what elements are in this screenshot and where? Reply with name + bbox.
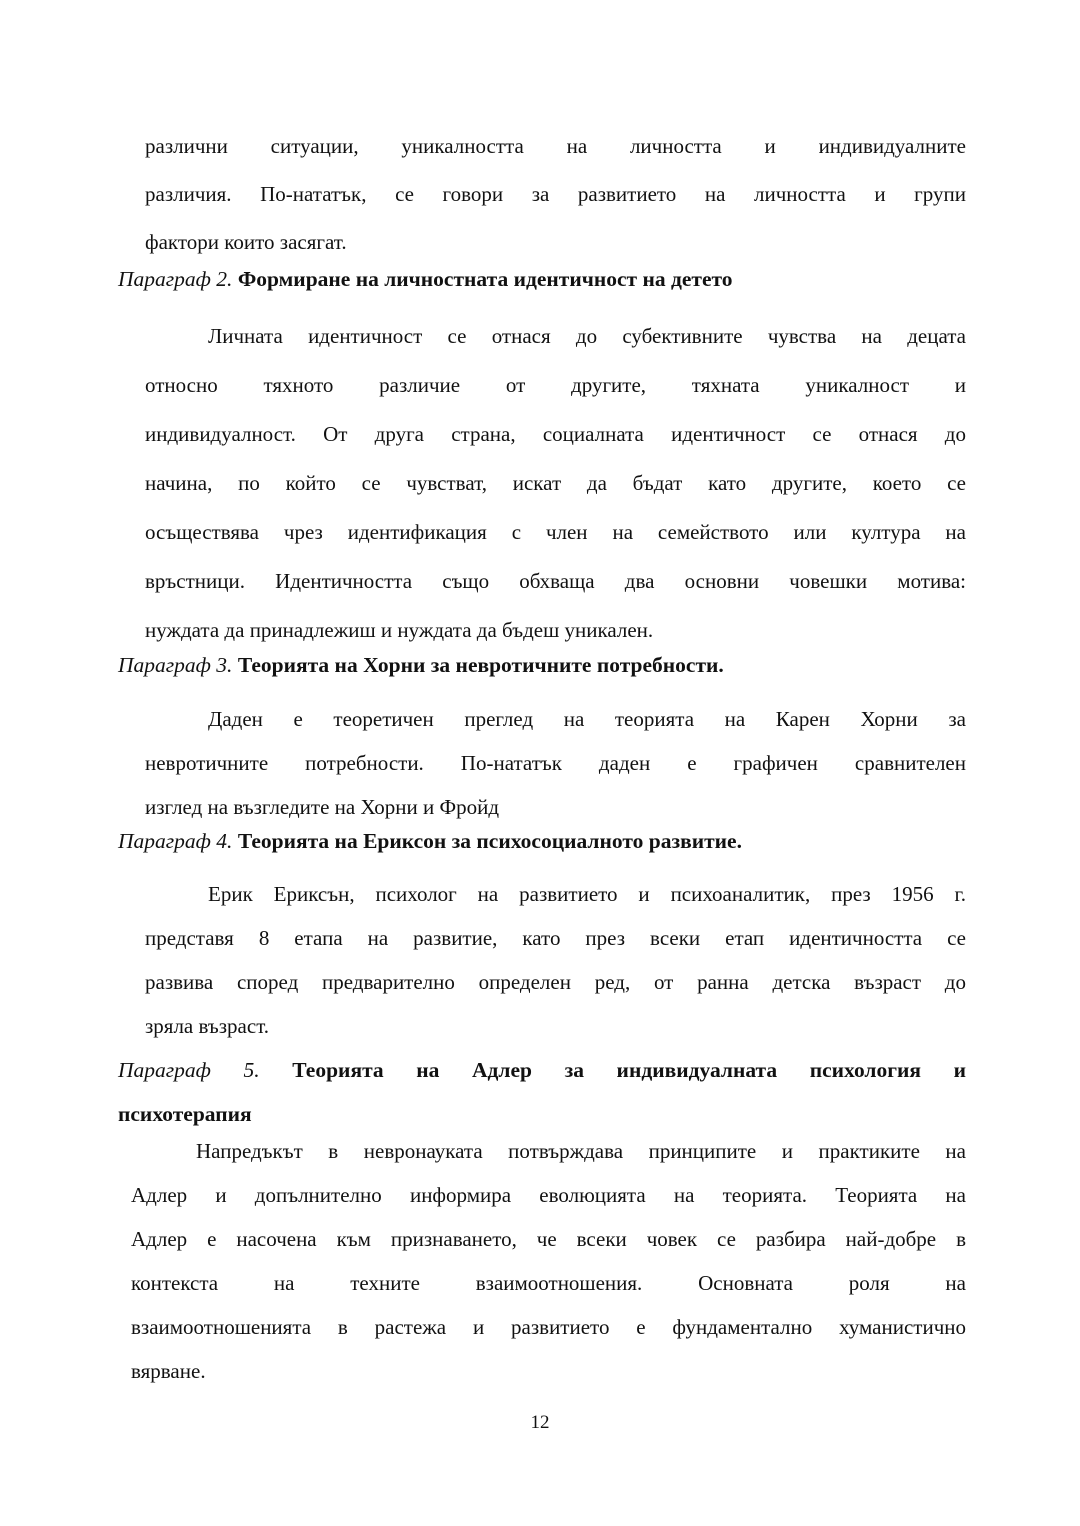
text-line: относно тяхното различие от другите, тяхната уникалност и xyxy=(145,373,966,397)
section-5-heading-line-1 xyxy=(118,1048,966,1092)
text-line: различия. По-нататък, се говори за развитието на личността и групи xyxy=(145,182,966,206)
section-3-label: Параграф 3. xyxy=(118,653,233,677)
text-line: Адлер и допълнително информира еволюцията на теорията. Теорията на xyxy=(131,1183,966,1207)
section-4-label: Параграф 4. xyxy=(118,829,233,853)
section-4-paragraph xyxy=(145,872,966,1048)
intro-paragraph xyxy=(145,122,966,266)
text-line: начина, по който се чувстват, искат да бъдат като другите, което се xyxy=(145,471,966,495)
section-2-heading xyxy=(118,267,733,292)
text-line: индивидуалност. От друга страна, социалната идентичност се отнася до xyxy=(145,422,966,446)
page-number: 12 xyxy=(530,1412,550,1433)
section-2-paragraph xyxy=(145,312,966,655)
text-line: нуждата да принадлежиш и нуждата да бъдеш уникален. xyxy=(145,618,654,642)
text-line: изглед на възгледите на Хорни и Фройд xyxy=(145,795,500,819)
section-4-title: Теорията на Ериксон за психосоциалното развитие. xyxy=(237,829,742,853)
text-line: осъществява чрез идентификация с член на семейството или култура на xyxy=(145,520,966,544)
section-2-title: Формиране на личностната идентичност на детето xyxy=(237,267,733,291)
text-line: Личната идентичност се отнася до субективните чувства на децата xyxy=(208,324,966,348)
text-line: вярване. xyxy=(131,1359,206,1383)
section-5-title: Теорията на Адлер за индивидуалната психология и xyxy=(292,1058,967,1082)
text-line: Даден е теоретичен преглед на теорията на Карен Хорни за xyxy=(208,707,966,731)
text-line: Ерик Ериксън, психолог на развитието и психоаналитик, през 1956 г. xyxy=(208,882,966,906)
section-3-paragraph xyxy=(145,697,966,829)
text-line: Напредъкът в невронауката потвърждава принципите и практиките на xyxy=(196,1139,966,1163)
section-3-title: Теорията на Хорни за невротичните потребности. xyxy=(237,653,724,677)
text-line: невротичните потребности. По-нататък даден е графичен сравнителен xyxy=(145,751,966,775)
text-line: зряла възраст. xyxy=(145,1014,270,1038)
text-line: различни ситуации, уникалността на личността и индивидуалните xyxy=(145,134,966,158)
text-line: контекста на техните взаимоотношения. Основната роля на xyxy=(131,1271,966,1295)
text-line: Адлер е насочена към признаването, че всеки човек се разбира най-добре в xyxy=(131,1227,966,1251)
text-line: фактори които засягат. xyxy=(145,230,347,254)
section-4-heading xyxy=(118,829,742,854)
section-3-heading xyxy=(118,653,724,678)
section-2-label: Параграф 2. xyxy=(118,267,233,291)
text-line: развива според предварително определен ред, от ранна детска възраст до xyxy=(145,970,966,994)
section-5-title-continued: психотерапия xyxy=(118,1102,252,1126)
section-5-heading xyxy=(118,1048,966,1136)
text-line: представя 8 етапа на развитие, като през всеки етап идентичността се xyxy=(145,926,966,950)
text-line: взаимоотношенията в растежа и развитието е фундаментално хуманистично xyxy=(131,1315,966,1339)
text-line: връстници. Идентичността също обхваща два основни човешки мотива: xyxy=(145,569,966,593)
section-5-paragraph xyxy=(131,1129,966,1393)
section-5-label: Параграф 5. xyxy=(118,1058,260,1082)
